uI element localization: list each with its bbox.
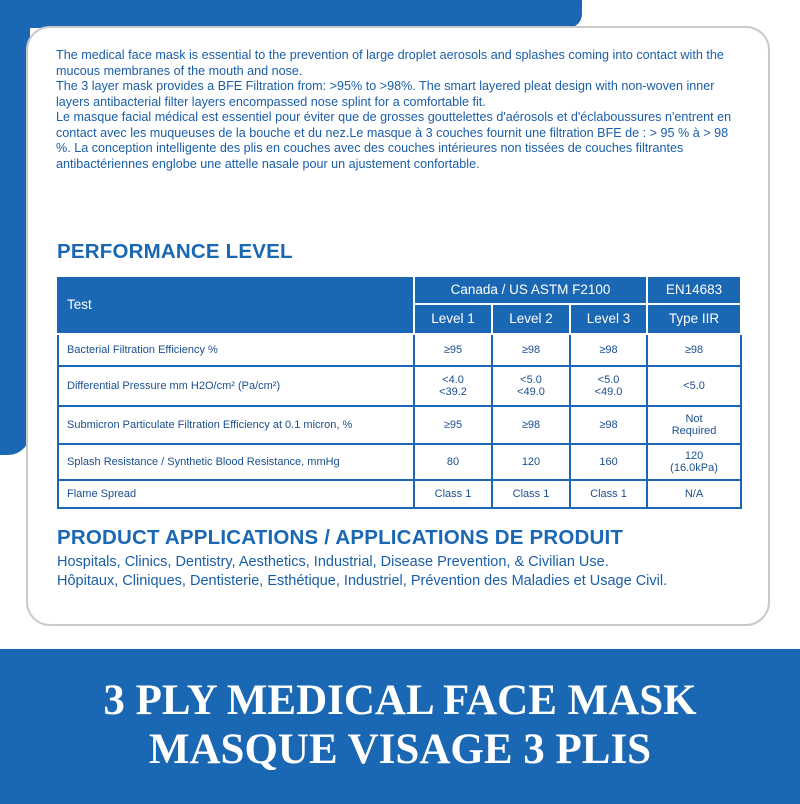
- level-2-header: Level 2: [492, 304, 570, 334]
- decorative-top-bar: [0, 0, 582, 28]
- intro-english-1: The medical face mask is essential to the prevention of large droplet aerosols and splashes coming into contact with the mucous membranes of the mouth and nose.: [56, 48, 724, 78]
- table-cell: Class 1: [570, 480, 647, 508]
- table-cell: <5.0 <49.0: [570, 366, 647, 406]
- table-row: [58, 444, 741, 480]
- table-row: [58, 334, 741, 366]
- table-header-row: [58, 276, 741, 304]
- table-cell: ≥98: [492, 334, 570, 366]
- table-cell: Class 1: [492, 480, 570, 508]
- table-cell: Class 1: [414, 480, 492, 508]
- performance-table: [57, 275, 742, 509]
- table-cell: ≥98: [570, 334, 647, 366]
- type-iir-header: Type IIR: [647, 304, 741, 334]
- table-row: [58, 406, 741, 444]
- product-name-french: MASQUE VISAGE 3 PLIS: [148, 726, 652, 773]
- table-cell: 120: [492, 444, 570, 480]
- intro-english-2: The 3 layer mask provides a BFE Filtration from: >95% to >98%. The smart layered pleat design with non-woven inner layers antibacterial filter layers encompassed nose splint for a comfortable fit.: [56, 79, 715, 109]
- astm-group-header: Canada / US ASTM F2100: [414, 276, 647, 304]
- table-cell: 120 (16.0kPa): [647, 444, 741, 480]
- product-name-english: 3 PLY MEDICAL FACE MASK: [103, 677, 697, 724]
- test-label: Flame Spread: [58, 480, 414, 508]
- table-row: [58, 480, 741, 508]
- applications-english: Hospitals, Clinics, Dentistry, Aesthetics, Industrial, Disease Prevention, & Civilian Use.: [57, 554, 609, 570]
- level-1-header: Level 1: [414, 304, 492, 334]
- applications-french: Hôpitaux, Cliniques, Dentisterie, Esthétique, Industriel, Prévention des Maladies et Usage Civil.: [57, 573, 668, 589]
- level-3-header: Level 3: [570, 304, 647, 334]
- table-cell: N/A: [647, 480, 741, 508]
- test-header: Test: [58, 276, 414, 334]
- table-cell: ≥98: [647, 334, 741, 366]
- table-cell: ≥95: [414, 406, 492, 444]
- en-group-header: EN14683: [647, 276, 741, 304]
- table-cell: ≥98: [570, 406, 647, 444]
- table-cell: ≥95: [414, 334, 492, 366]
- table-cell: <5.0 <49.0: [492, 366, 570, 406]
- test-label: Submicron Particulate Filtration Efficiency at 0.1 micron, %: [58, 406, 414, 444]
- intro-french: Le masque facial médical est essentiel pour éviter que de grosses gouttelettes d'aérosols et d'éclaboussures n'entrent en contact avec les muqueuses de la bouche et du nez.Le masque à 3 couches fournit une filtration BFE de : > 95 % à > 98 %. La conception intelligente des plis en couches avec des couches intérieures non tissées de couches filtrantes antibactériennes englobe une attelle nasale pour un ajustement confortable.: [56, 110, 732, 171]
- applications-title: PRODUCT APPLICATIONS / APPLICATIONS DE PRODUIT: [57, 526, 624, 549]
- table-cell: 160: [570, 444, 647, 480]
- performance-title: PERFORMANCE LEVEL: [57, 240, 293, 263]
- table-cell: <5.0: [647, 366, 741, 406]
- applications-text: [57, 553, 757, 591]
- test-label: Bacterial Filtration Efficiency %: [58, 334, 414, 366]
- table-cell: 80: [414, 444, 492, 480]
- table-body: [58, 334, 741, 508]
- test-label: Splash Resistance / Synthetic Blood Resistance, mmHg: [58, 444, 414, 480]
- table-cell: Not Required: [647, 406, 741, 444]
- table-row: [58, 366, 741, 406]
- test-label: Differential Pressure mm H2O/cm² (Pa/cm²): [58, 366, 414, 406]
- intro-text: [56, 48, 736, 172]
- table-cell: ≥98: [492, 406, 570, 444]
- table-cell: <4.0 <39.2: [414, 366, 492, 406]
